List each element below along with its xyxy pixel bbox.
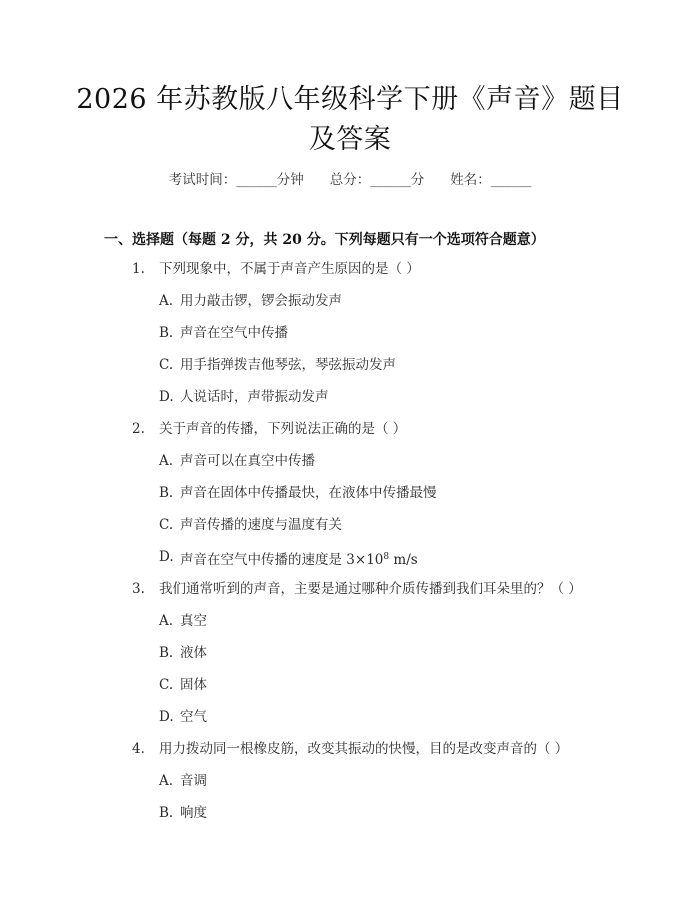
exam-time-field: 考试时间：______分钟 xyxy=(168,172,304,188)
option-text: 用力敲击锣，锣会振动发声 xyxy=(180,293,342,309)
option-letter: B. xyxy=(159,485,174,501)
exponent: 8 xyxy=(383,552,390,562)
option-letter: D. xyxy=(159,549,174,565)
option-text-main: 声音在空气中传播的速度是 3×10 xyxy=(180,552,384,568)
question-number: 1. xyxy=(132,261,145,277)
total-score-field: 总分：______分 xyxy=(329,172,425,188)
option-letter: B. xyxy=(159,805,174,821)
option-text: 声音传播的速度与温度有关 xyxy=(180,517,342,533)
option-letter: C. xyxy=(159,517,174,533)
name-field: 姓名：______ xyxy=(450,172,532,188)
question-number: 3. xyxy=(132,581,145,597)
option-text: 声音在固体中传播最快，在液体中传播最慢 xyxy=(180,485,437,501)
question-number: 2. xyxy=(132,421,145,437)
option-text: 空气 xyxy=(180,709,207,725)
section-heading: 一、选择题（每题 2 分，共 20 分。下列每题只有一个选项符合题意） xyxy=(104,232,545,248)
option-text: 响度 xyxy=(180,805,207,821)
option-letter: B. xyxy=(159,645,174,661)
title-line-2: 及答案 xyxy=(308,124,392,155)
option-text: 用手指弹拨吉他琴弦，琴弦振动发声 xyxy=(180,357,396,373)
option-text: 音调 xyxy=(180,773,207,789)
option-letter: A. xyxy=(159,453,174,469)
option-text: 真空 xyxy=(180,613,207,629)
question-text: 关于声音的传播，下列说法正确的是（ ） xyxy=(159,421,407,437)
option-text: 固体 xyxy=(180,677,207,693)
option-letter: A. xyxy=(159,613,174,629)
option-text: 液体 xyxy=(180,645,207,661)
option-letter: A. xyxy=(159,293,174,309)
option-text: 声音可以在真空中传播 xyxy=(180,453,315,469)
question-text: 用力拨动同一根橡皮筋，改变其振动的快慢，目的是改变声音的（ ） xyxy=(159,741,569,757)
option-text: 人说话时，声带振动发声 xyxy=(180,389,329,405)
option-letter: C. xyxy=(159,357,174,373)
exam-meta xyxy=(0,168,700,188)
option-letter: A. xyxy=(159,773,174,789)
title-line-1: 2026 年苏教版八年级科学下册《声音》题目 xyxy=(76,84,624,115)
option-text: 声音在空气中传播 xyxy=(180,325,288,341)
question-text: 下列现象中，不属于声音产生原因的是（ ） xyxy=(159,261,420,277)
question-text: 我们通常听到的声音，主要是通过哪种介质传播到我们耳朵里的？（ ） xyxy=(159,581,582,597)
option-letter: D. xyxy=(159,709,174,725)
option-letter: B. xyxy=(159,325,174,341)
option-text xyxy=(180,547,418,570)
question-number: 4. xyxy=(132,741,145,757)
option-letter: C. xyxy=(159,677,174,693)
page-title xyxy=(60,80,640,160)
option-text-unit: m/s xyxy=(389,552,418,568)
option-letter: D. xyxy=(159,389,174,405)
